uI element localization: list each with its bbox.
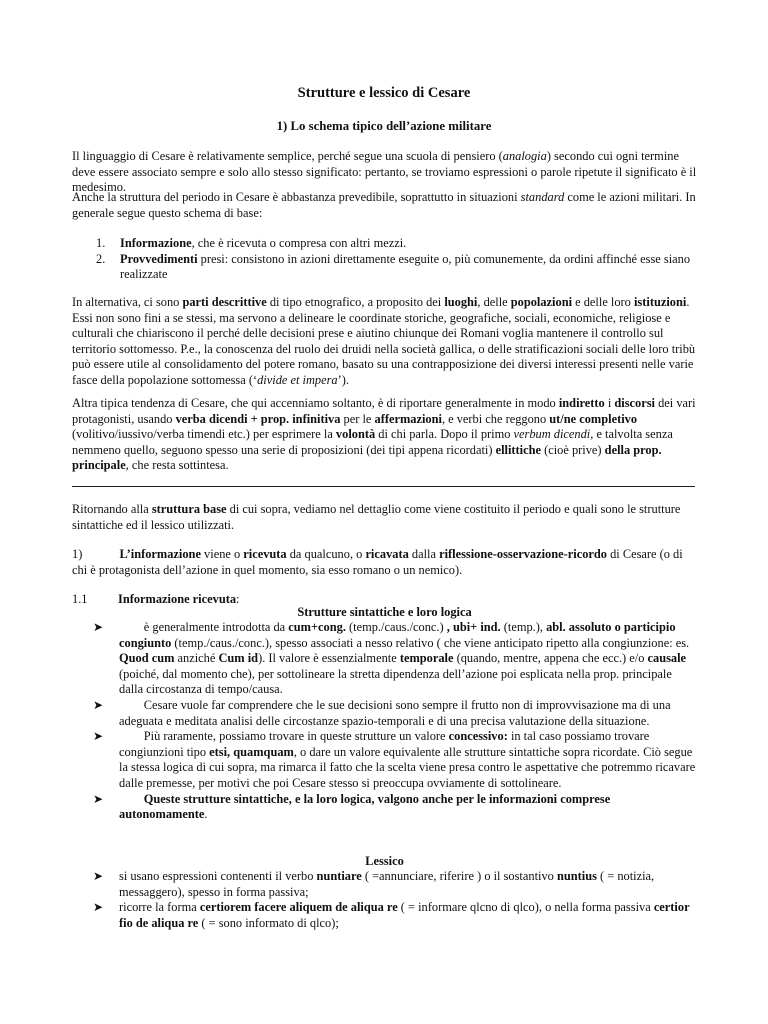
syntax-bullet-list	[72, 620, 697, 823]
section-label-text: Informazione ricevuta	[118, 592, 237, 606]
text-run: .	[204, 807, 208, 822]
bold-text: volontà	[335, 427, 376, 442]
list-item-text	[120, 252, 690, 282]
text-run: Altra tipica tendenza di Cesare, che qui accenniamo soltanto, è di riportare generalmente in modo	[72, 396, 559, 410]
text-run: ( = informare qlcno di qlco), o nella forma passiva	[397, 900, 654, 915]
arrow-bullet-icon: ➤	[93, 620, 104, 634]
bold-text: Provvedimenti	[120, 251, 198, 266]
paragraph-structure	[72, 190, 697, 221]
text-run: Anche la struttura del periodo in Cesare è abbastanza prevedibile, soprattutto in situazioni	[72, 190, 521, 204]
bold-text: temporale	[399, 651, 454, 666]
list-item	[72, 869, 697, 900]
bold-text: discorsi	[614, 396, 655, 410]
lexicon-bullet-list	[72, 869, 697, 931]
bold-text: istituzioni	[633, 295, 687, 309]
arrow-bullet-icon: ➤	[93, 729, 104, 744]
text-run: Più raramente, possiamo trovare in queste strutture un valore	[119, 729, 449, 744]
arrow-bullet-icon: ➤	[93, 900, 104, 915]
text-run: Cesare vuole far comprendere che le sue decisioni sono sempre il frutto non di improvvisazione ma di una adeguata e meditata analisi delle circostanze spazio-temporali e di una precisa valutazione della situazione.	[119, 697, 671, 728]
text-run: . Essi non sono fini a se stessi, ma servono a delineare le coordinate storiche, geografiche, sociali, economiche, religiose e culturali che chiariscono il perché delle decisioni prese e aiutino chiunque dei Romani voglia mantenere il controllo sul territorio sottomesso. P.e., la conoscenza del ruolo dei druidi nella società gallica, o delle stratificazioni sociali delle loro tribù può essere utile al consolidamento del potere romano, basato su una contrapposizione dei diversi interessi presenti nelle varie fasce della popolazione sottomessa (‘	[72, 295, 696, 387]
text-run: (cioè prive)	[541, 442, 605, 457]
text-run: in tal caso possiamo trovare congiunzioni tipo	[119, 729, 650, 759]
horizontal-divider	[72, 486, 695, 487]
syntax-heading: Strutture sintattiche e loro logica	[297, 605, 472, 619]
list-item-text	[92, 900, 697, 931]
page-title: Strutture e lessico di Cesare	[297, 85, 471, 101]
arrow-bullet-icon: ➤	[93, 869, 104, 883]
bold-text: verba dicendi + prop. infinitiva	[175, 411, 341, 426]
bold-text: nuntiare	[316, 869, 362, 883]
list-number: 1.	[96, 236, 106, 250]
bold-text: popolazioni	[510, 295, 573, 309]
text-run: di chi parla. Dopo il primo	[375, 427, 514, 442]
text-run: viene o	[200, 547, 244, 561]
list-item	[72, 620, 697, 698]
bold-text: etsi, quamquam	[209, 744, 294, 759]
arrow-bullet-icon: ➤	[93, 791, 104, 806]
text-run: ). Il valore è essenzialmente	[258, 651, 400, 666]
text-run: i	[604, 396, 615, 410]
list-item	[72, 698, 697, 729]
bold-text: ricevuta	[243, 547, 287, 561]
text-run: , e verbi che reggono	[441, 411, 550, 426]
text-run: ( = notizia, messaggero), spesso in forma passiva;	[119, 869, 655, 899]
italic-text: divide et impera	[257, 372, 338, 387]
italic-text: verbum dicendi	[513, 427, 591, 442]
bold-text: ricavata	[365, 547, 409, 561]
text-run: (volitivo/iussivo/verba timendi etc.) per esprimere la	[72, 427, 336, 442]
section-label-suffix: :	[236, 592, 240, 606]
list-item-text	[92, 792, 697, 823]
text-run: ( =annunciare, riferire ) o il sostantivo	[361, 869, 557, 883]
lexicon-heading: Lessico	[365, 854, 404, 868]
text-run: ( = sono informato di qlco);	[198, 915, 339, 930]
list-item-text	[92, 620, 697, 698]
bold-text: Cum id	[218, 651, 259, 666]
list-item-text	[120, 236, 406, 250]
text-run: , delle	[477, 295, 511, 309]
bold-text: struttura base	[151, 502, 227, 516]
bold-text: cum+cong.	[288, 620, 346, 634]
italic-text: standard	[520, 190, 565, 204]
paragraph-intro	[72, 149, 697, 196]
text-run: dalla	[408, 547, 440, 561]
bold-text: certiorem facere aliquem de aliqua re	[199, 900, 398, 915]
bold-text: , ubi+ ind.	[446, 620, 501, 634]
text-run: , o dare un valore equivalente alle strutture sintattiche sopra ricordate. Ciò segue la stessa logica di cui sopra, ma rimarca il fatto che la scelta viene presa contro le aspettative che potremmo ricavare dalle premesse, per motivi che poi Cesare stesso si preoccupa ovviamente di sottolineare.	[119, 744, 696, 790]
text-run: di cui sopra, vediamo nel dettaglio come viene costituito il periodo e quali sono le strutture sintattiche ed il lessico utilizzati.	[72, 502, 681, 532]
list-item-text	[92, 698, 697, 729]
text-run: ricorre la forma	[119, 900, 200, 915]
paragraph-descriptive	[72, 295, 697, 389]
text-run: Il linguaggio di Cesare è relativamente semplice, perché segue una scuola di pensiero (	[72, 149, 503, 163]
text-run: di tipo etnografico, a proposito dei	[266, 295, 445, 309]
text-run: (temp./caus./conc.)	[345, 620, 447, 634]
bold-text: L’informazione	[119, 547, 201, 561]
bold-text: abl. assoluto o participio congiunto	[119, 620, 676, 650]
list-item	[72, 236, 697, 252]
list-item	[72, 900, 697, 931]
italic-text: analogia	[502, 149, 547, 163]
text-run: (temp./caus./conc.), spesso associati a nesso relativo ( che viene anticipato ripetto alla congiunzione: es.	[171, 635, 690, 650]
text-run: ’).	[337, 372, 349, 387]
text-run: (quando, mentre, appena che ecc.) e/o	[453, 651, 648, 666]
bold-text: Quod cum	[119, 651, 175, 666]
section-1-paragraph	[72, 547, 697, 578]
text-run: (poiché, dal momento che), per sottolineare la stretta dipendenza dell’azione poi esplicata nella prop. principale dalla circostanza di tempo/causa.	[119, 666, 672, 697]
text-run: , che resta sottintesa.	[125, 458, 229, 473]
section-subtitle: 1) Lo schema tipico dell’azione militare	[276, 119, 492, 133]
bold-text: causale	[647, 651, 687, 666]
paragraph-speeches	[72, 396, 697, 474]
bold-text: indiretto	[558, 396, 605, 410]
bold-text: Informazione	[120, 236, 192, 250]
text-run: è generalmente introdotta da	[119, 620, 289, 634]
bold-text: certior fio de aliqua re	[119, 900, 690, 930]
paragraph-return	[72, 502, 697, 533]
bold-text: della prop. principale	[72, 442, 662, 473]
bold-text: concessivo:	[448, 729, 508, 744]
list-item	[72, 252, 697, 283]
text-run: 1)	[72, 547, 120, 561]
text-run: , e talvolta senza nemmeno quello, seguono spesso una serie di proposizioni (dei tipi appena ricordati)	[72, 427, 673, 457]
section-number: 1.1	[72, 592, 88, 606]
bold-text: nuntius	[556, 869, 597, 883]
list-item-text	[92, 869, 697, 900]
list-item	[72, 792, 697, 823]
text-run: di Cesare (o di chi è protagonista dell’azione in quel momento, sia esso romano o un nemico).	[72, 547, 683, 577]
text-run: , che è ricevuta o compresa con altri mezzi.	[191, 236, 407, 250]
bold-text: luoghi	[444, 295, 478, 309]
bold-text: ellittiche	[495, 442, 542, 457]
text-run: da qualcuno, o	[286, 547, 366, 561]
bold-text: affermazioni	[374, 411, 442, 426]
text-run: anziché	[174, 651, 219, 666]
text-run: e delle loro	[572, 295, 634, 309]
text-run: In alternativa, ci sono	[72, 295, 183, 309]
text-run: ) secondo cui ogni termine deve essere associato sempre e solo allo stesso significato: pertanto, se troviamo espressioni o parole ripetute il significato è il medesimo.	[72, 149, 697, 195]
list-item-text	[92, 729, 697, 791]
list-number: 2.	[96, 251, 106, 266]
bold-text: Queste strutture sintattiche, e la loro logica, valgono anche per le informazioni comprese autonomamente	[119, 791, 611, 822]
bold-text: parti descrittive	[182, 295, 267, 309]
text-run: presi: consistono in azioni direttamente eseguite o, più comunemente, da ordini affinché esse siano realizzate	[120, 251, 691, 282]
bold-text: ut/ne completivo	[549, 411, 638, 426]
text-run: dei vari protagonisti, usando	[72, 396, 696, 426]
arrow-bullet-icon: ➤	[93, 697, 104, 712]
text-run: si usano espressioni contenenti il verbo	[119, 869, 317, 883]
text-run: per le	[340, 411, 375, 426]
list-item	[72, 729, 697, 791]
ordered-list	[72, 236, 697, 283]
bold-text: riflessione-osservazione-ricordo	[439, 547, 607, 561]
text-run: (temp.),	[500, 620, 547, 634]
text-run: come le azioni militari. In generale segue questo schema di base:	[72, 190, 696, 220]
text-run: Ritornando alla	[72, 502, 152, 516]
